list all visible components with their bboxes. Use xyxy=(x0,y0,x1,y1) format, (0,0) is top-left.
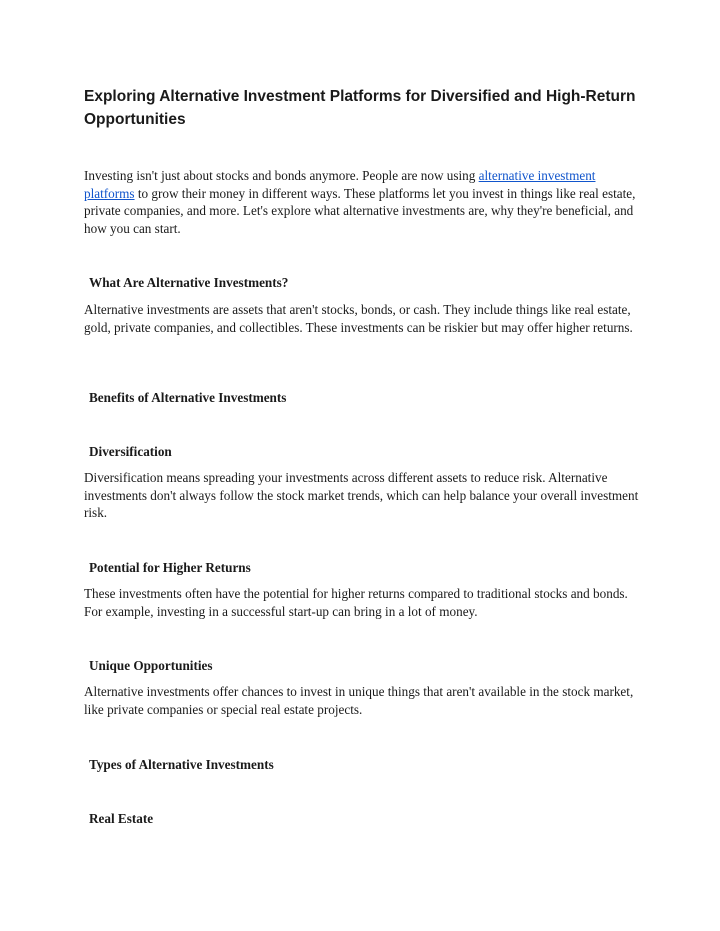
section-heading-real-estate: Real Estate xyxy=(89,811,154,826)
section-heading-diversification: Diversification xyxy=(89,444,172,459)
alternative-investment-platforms-link[interactable]: alternative investment platforms xyxy=(84,168,596,201)
section-body-what-are: Alternative investments are assets that aren't stocks, bonds, or cash. They include things like real estate, gold, private companies, and collectibles. These investments can be riskier but may offer higher returns. xyxy=(84,302,633,335)
section-heading-benefits: Benefits of Alternative Investments xyxy=(89,390,287,405)
section-body-higher-returns: These investments often have the potential for higher returns compared to traditional stocks and bonds. For example, investing in a successful start-up can bring in a lot of money. xyxy=(84,586,628,619)
section-heading-what-are: What Are Alternative Investments? xyxy=(89,275,289,290)
section-body-unique-opportunities: Alternative investments offer chances to invest in unique things that aren't available in the stock market, like private companies or special real estate projects. xyxy=(84,684,634,717)
section-heading-unique-opportunities: Unique Opportunities xyxy=(89,658,213,673)
section-body-diversification: Diversification means spreading your investments across different assets to reduce risk. Alternative investments don't always follow the stock market trends, which can help balance your overall investment risk. xyxy=(84,470,639,521)
intro-text-before-link: Investing isn't just about stocks and bonds anymore. People are now using xyxy=(84,168,479,183)
intro-paragraph xyxy=(84,167,644,237)
section-heading-higher-returns: Potential for Higher Returns xyxy=(89,560,251,575)
document-title: Exploring Alternative Investment Platforms for Diversified and High-Return Opportunities xyxy=(84,88,636,128)
section-heading-types: Types of Alternative Investments xyxy=(89,757,274,772)
intro-text-after-link: to grow their money in different ways. These platforms let you invest in things like real estate, private companies, and more. Let's explore what alternative investments are, why they're beneficial, and how you can start. xyxy=(84,185,636,236)
